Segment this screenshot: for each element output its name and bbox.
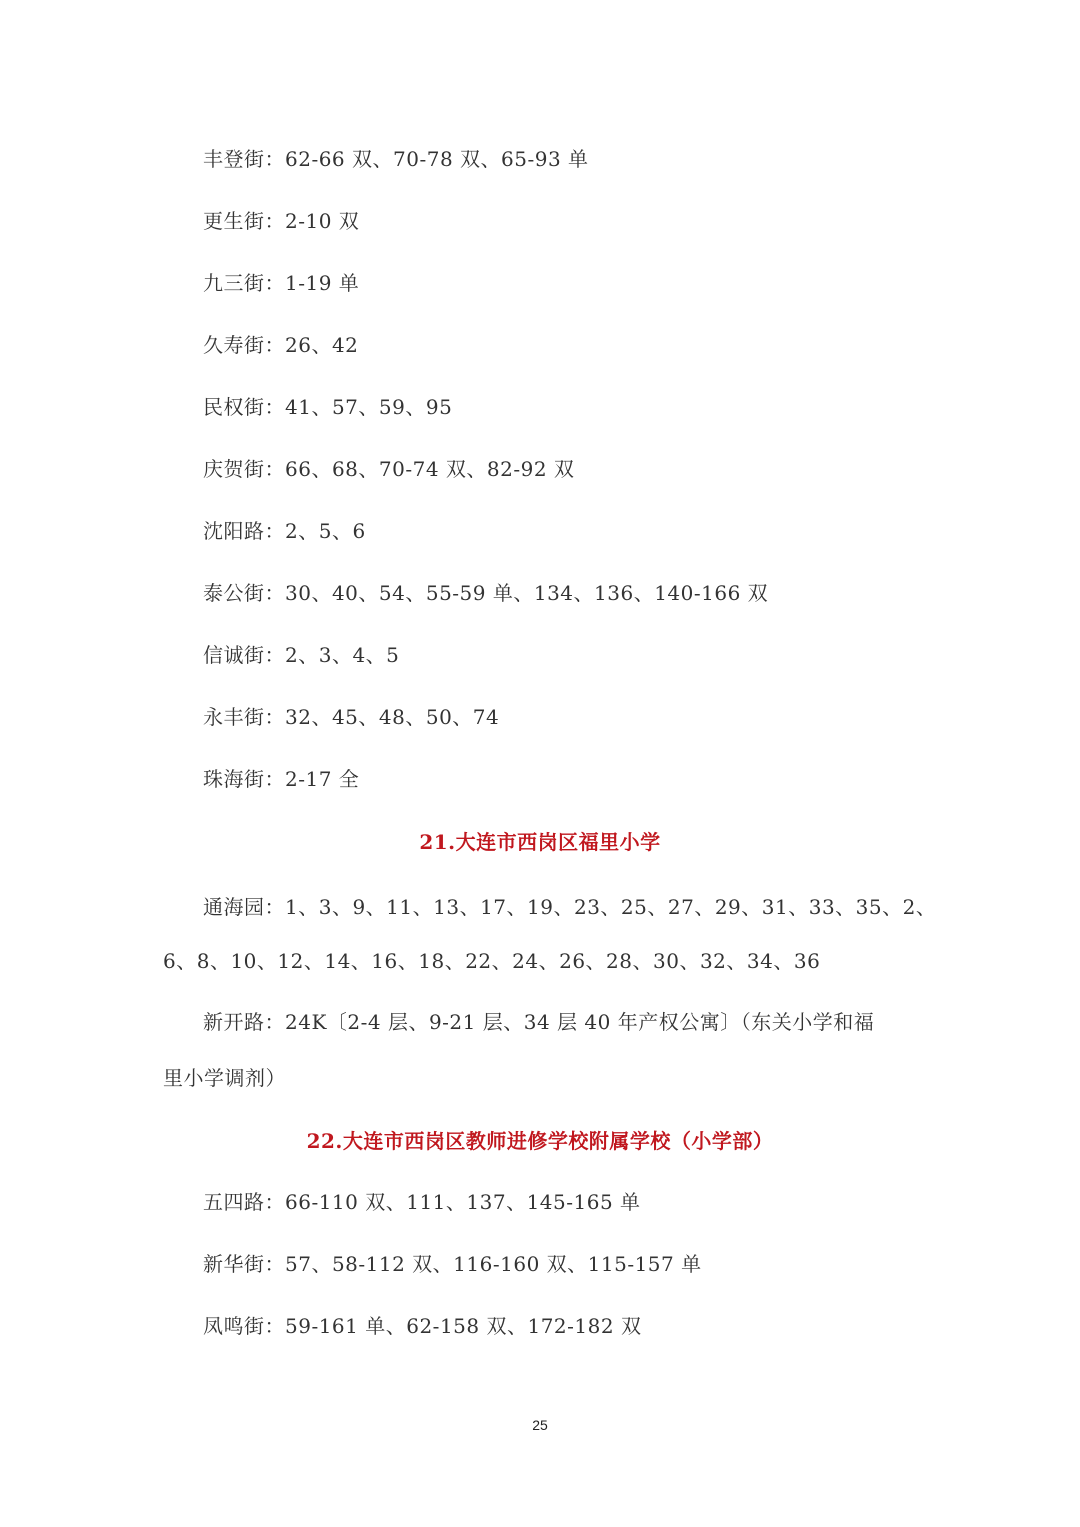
- paragraph-line: 新开路：24K〔2-4 层、9-21 层、34 层 40 年产权公寓〕（东关小学和福: [203, 1010, 875, 1034]
- street-entry: 丰登街：62-66 双、70-78 双、65-93 单: [203, 147, 589, 171]
- section-heading-21: 21.大连市西岗区福里小学: [419, 830, 661, 854]
- paragraph-line: 通海园：1、3、9、11、13、17、19、23、25、27、29、31、33、35、2、: [203, 895, 937, 919]
- paragraph-line: 6、8、10、12、14、16、18、22、24、26、28、30、32、34、36: [163, 949, 821, 973]
- street-entry: 新华街：57、58-112 双、116-160 双、115-157 单: [203, 1252, 702, 1276]
- street-entry: 九三街：1-19 单: [203, 271, 360, 295]
- street-entry: 久寿街：26、42: [203, 333, 359, 357]
- street-entry: 庆贺街：66、68、70-74 双、82-92 双: [203, 457, 575, 481]
- street-entry: 沈阳路：2、5、6: [203, 519, 366, 543]
- street-entry: 珠海街：2-17 全: [203, 767, 360, 791]
- street-entry: 五四路：66-110 双、111、137、145-165 单: [203, 1190, 641, 1214]
- street-entry: 泰公街：30、40、54、55-59 单、134、136、140-166 双: [203, 581, 769, 605]
- street-entry: 凤鸣街：59-161 单、62-158 双、172-182 双: [203, 1314, 642, 1338]
- street-entry: 永丰街：32、45、48、50、74: [203, 705, 500, 729]
- paragraph-line: 里小学调剂）: [163, 1066, 286, 1090]
- street-entry: 民权街：41、57、59、95: [203, 395, 453, 419]
- page-number: 25: [532, 1417, 548, 1433]
- section-heading-22: 22.大连市西岗区教师进修学校附属学校（小学部）: [306, 1129, 774, 1153]
- street-entry: 信诚街：2、3、4、5: [203, 643, 400, 667]
- street-entry: 更生街：2-10 双: [203, 209, 360, 233]
